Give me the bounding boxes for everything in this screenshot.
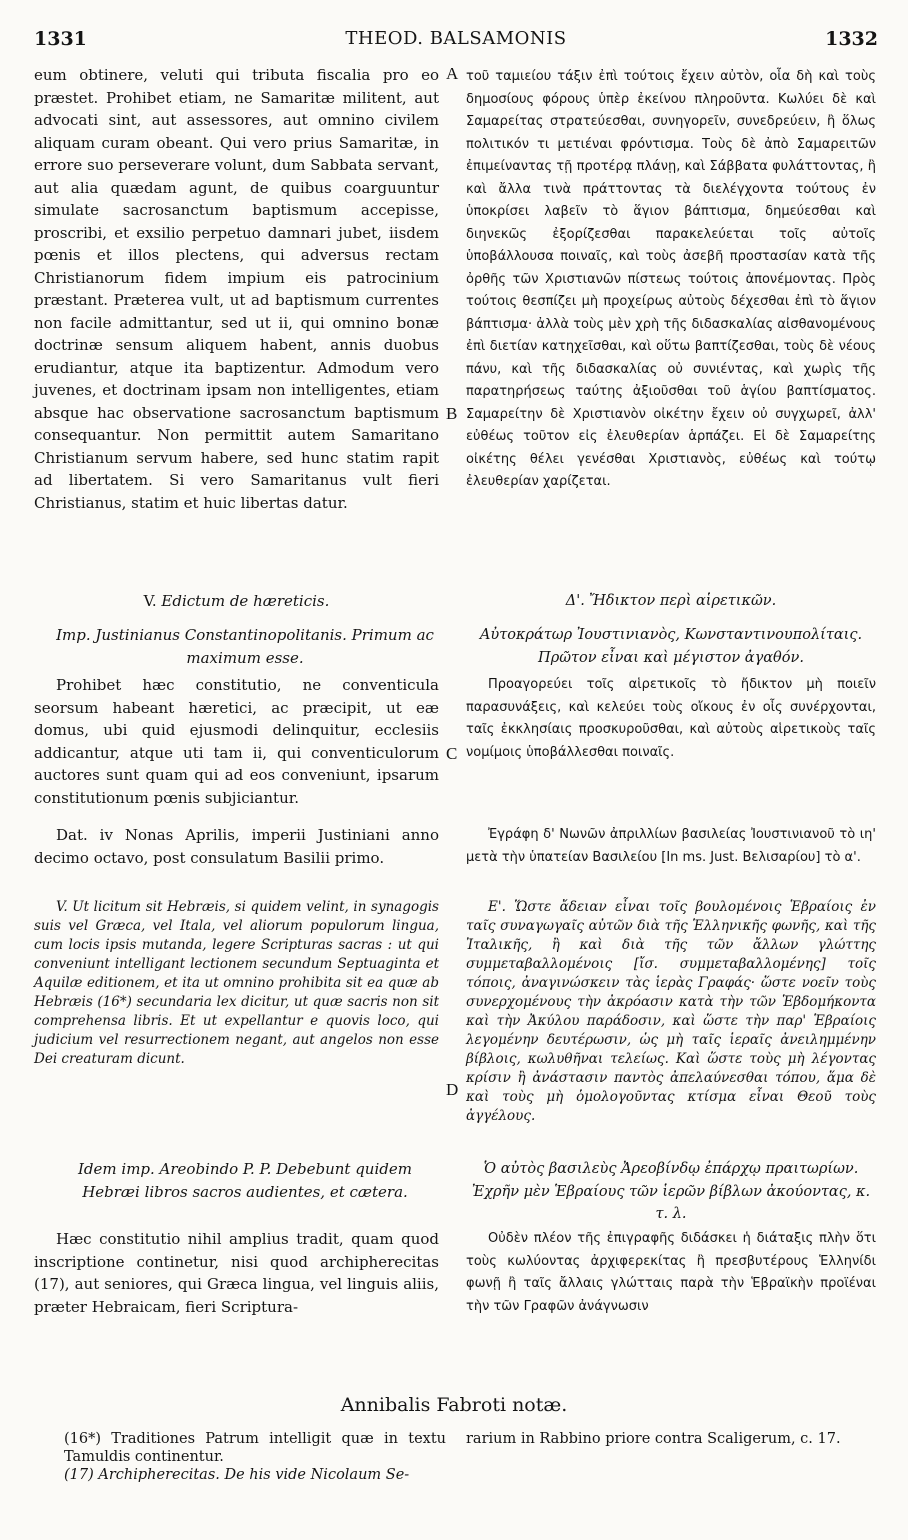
greek-date-line: Ἐγράφη δ' Νωνῶν ἀπριλλίων βασιλείας Ἰουστινιανοῦ τὸ ιη' μετὰ τὴν ὑπατείαν Βασιλείου [In ms. Just. Βελισαρίου] τὸ α'. [466, 827, 876, 865]
greek-rubric-hebrews [466, 898, 876, 1126]
greek-section-number: Δ'. [565, 593, 585, 609]
greek-paragraph-archipherecitae: Οὐδὲν πλέον τῆς ἐπιγραφῆς διδάσκει ἡ διάταξις πλὴν ὅτι τοὺς κωλύοντας ἀρχιφερεκίτας ἢ πρεσβυτέρους Ἑλληνίδι φωνῇ ἢ ταῖς ἄλλαις γλώτταις παρὰ τὴν Ἑβραϊκὴν προϊέναι τὴν τῶν Γραφῶν ἀνάγνωσιν [466, 1231, 876, 1314]
footnote-17-text: (17) Archipherecitas. De his vide Nicolaum Se- [64, 1467, 410, 1483]
latin-paragraph-samaritans: eum obtinere, veluti qui tributa fiscalia pro eo præstet. Prohibet etiam, ne Samaritæ militent, aut advocati sint, aut assessores, aut omnino civilem aliquam curam obeant. Qui vero prius Samaritæ, in errore suo perseverare volunt, dum Sabbata servant, aut alia quædam agunt, de quibus coarguuntur simulate sacrosanctum baptismum accepisse, proscribi, et exsilio perpetuo damnari jubet, iisdem pœnis et illos plectens, qui adversus rectam Christianorum fidem impium eis patrocinium præstant. Præterea vult, ut ad baptismum currentes non facile admittantur, sed ut ii, qui omnino bonæ doctrinæ sensum aliquem habent, annis duobus erudiantur, atque ita baptizentur. Admodum vero juvenes, et doctrinam ipsam non intelligentes, etiam absque hac observatione sacrosanctum baptismum consequantur. Non permittit autem Samaritano Christianum servum habere, sed hunc statim rapit ad libertatem. Si vero Samaritanus vult fieri Christianus, statim et huic libertas datur. [34, 66, 439, 512]
latin-rubric-hebrews [34, 898, 439, 1069]
latin-section-number: V. [143, 592, 157, 610]
footnote-16 [64, 1430, 446, 1484]
running-title: THEOD. BALSAMONIS [345, 28, 567, 49]
latin-rubric-text: Ut licitum sit Hebræis, si quidem velint, in synagogis suis vel Græca, vel Itala, vel aliorum populorum lingua, cum locis ipsis mutanda, legere Scripturas sacras : ut qui conveniunt intelligant lectionem secundum Septuaginta et Aquilæ editionem, et ita ut omnino prohibita sit ea quæ ab Hebræis (16*) secundaria lex dicitur, ut quæ sacris non sit comprehensa libris. Et ut expellantur e quovis loco, qui judicium vel resurrectionem negant, aut angelos non esse Dei creaturam dicunt. [34, 899, 439, 1067]
margin-letter-d: D [446, 1080, 459, 1099]
latin-paragraph-heretics: Prohibet hæc constitutio, ne conventicula seorsum habeant hæretici, ac præcipit, ut eæ domus, ubi quid ejusmodi delinquitur, ecclesiis addicantur, atque uti tam ii, qui conventiculorum auctores sunt quam qui ad eos conveniunt, ipsarum constitutionum pœnis subjiciantur. [34, 676, 439, 807]
greek-section-title: Ἤδικτον περὶ αἱρετικῶν. [588, 593, 777, 609]
latin-paragraph-archipherecitae: Hæc constitutio nihil amplius tradit, quam quod inscriptione continetur, nisi quod archipherecitas (17), aut seniores, qui Græca lingua, vel linguis aliis, præter Hebraicam, fieri Scriptura- [34, 1230, 439, 1316]
greek-section-heading [466, 590, 876, 614]
margin-letter-c: C [446, 744, 458, 763]
running-header [34, 28, 878, 54]
latin-section-heading [34, 590, 439, 613]
greek-paragraph-samaritans: τοῦ ταμιείου τάξιν ἐπὶ τούτοις ἔχειν αὐτὸν, οἷα δὴ καὶ τοὺς δημοσίους φόρους ὑπὲρ ἐκείνου πληροῦντα. Κωλύει δὲ καὶ Σαμαρείτας στρατεύεσθαι, συνηγορεῖν, συνεδρεύειν, ἢ ὅλως πολιτικόν τι μετιέναι φρόντισμα. Τοὺς δὲ ἀπὸ Σαμαρειτῶν ἐπιμείναντας τῇ προτέρᾳ πλάνῃ, καὶ Σάββατα φυλάττοντας, ἢ καὶ ἄλλα τινὰ πράττοντας τὰ διελέγχοντα τούτους ἐν ὑποκρίσει λαβεῖν τὸ ἅγιον βάπτισμα, δημεύεσθαι καὶ διηνεκῶς ἐξορίζεσθαι παρακελεύεται τοῖς αὐτοῖς ὑποβάλλουσα ποιναῖς, καὶ τοὺς ἀσεβῆ προστασίαν κατὰ τῆς ὀρθῆς τῶν Χριστιανῶν πίστεως τούτοις ἀπονέμοντας. Πρὸς τούτοις θεσπίζει μὴ προχείρως αὐτοὺς δέχεσθαι ἐπὶ τὸ ἅγιον βάπτισμα· ἀλλὰ τοὺς μὲν χρὴ τῆς διδασκαλίας αἰσθανομένους ἐπὶ διετίαν κατηχεῖσθαι, καὶ οὕτω βαπτίζεσθαι, τοὺς δὲ νέους πάνυ, καὶ τῆς διδασκαλίας οὐ συνιέντας, καὶ χωρὶς τῆς παρατηρήσεως ταύτης ἀξιοῦσθαι τοῦ ἁγίου βαπτίσματος. Σαμαρείτην δὲ Χριστιανὸν οἰκέτην ἔχειν οὐ συγχωρεῖ, ἀλλ' εὐθέως τοῦτον εἰς ἐλευθερίαν ἁρπάζει. Εἰ δὲ Σαμαρείτης οἰκέτης θέλει γενέσθαι Χριστιανὸς, εὐθέως καὶ τούτῳ ἐλευθερίαν χαρίζεται. [466, 69, 876, 489]
latin-section-title: Edictum de hæreticis. [161, 592, 330, 610]
latin-date-line: Dat. iv Nonas Aprilis, imperii Justiniani anno decimo octavo, post consulatum Basilii primo. [34, 826, 439, 867]
latin-edict-inscription: Imp. Justinianus Constantinopolitanis. Primum ac maximum esse. [56, 626, 434, 667]
greek-areobindus-inscription: Ὁ αὐτὸς βασιλεὺς Ἀρεοβίνδῳ ἐπάρχῳ πραιτωρίων. Ἐχρῆν μὲν Ἑβραίους τῶν ἱερῶν βίβλων ἀκούοντας, κ. τ. λ. [471, 1161, 871, 1222]
greek-rubric-number: Ε'. [488, 899, 506, 915]
greek-rubric-text: Ὥστε ἄδειαν εἶναι τοῖς βουλομένοις Ἑβραίοις ἐν ταῖς συναγωγαῖς αὐτῶν διὰ τῆς Ἑλληνικῆς φωνῆς, καὶ τῆς Ἰταλικῆς, ἢ καὶ διὰ τῆς τῶν ἄλλων γλώττης συμμεταβαλλομένοις [ἴσ. συμμεταβαλλομένης] τοῖς τόποις, ἀναγινώσκειν τὰς ἱερὰς Γραφάς· ὥστε νοεῖν τοὺς συνερχομένους τὴν ἀκρόασιν κατὰ τὴν τῶν Ἑβδομήκοντα καὶ τὴν Ἀκύλου παράδοσιν, καὶ ὥστε τὴν παρ' Ἑβραίοις λεγομένην δευτέρωσιν, ὡς μὴ ταῖς ἱεραῖς ἀνειλημμένην βίβλοις, κωλυθῆναι τελείως. Καὶ ὥστε τοὺς μὴ λέγοντας κρίσιν ἢ ἀνάστασιν παντὸς ἀπελαύνεσθαι τόπου, ἅμα δὲ καὶ τοὺς μὴ ὁμολογοῦντας κτίσμα εἶναι Θεοῦ τοὺς ἀγγέλους. [466, 899, 876, 1124]
latin-areobindus-inscription: Idem imp. Areobindo P. P. Debebunt quidem Hebræi libros sacros audientes, et cætera. [78, 1160, 412, 1201]
margin-letter-b: B [446, 404, 458, 423]
footnote-16-text: (16*) Traditiones Patrum intelligit quæ in textu Tamuldis continentur. [64, 1431, 446, 1465]
page-number-right: 1332 [825, 28, 878, 50]
greek-paragraph-heretics: Προαγορεύει τοῖς αἱρετικοῖς τὸ ἤδικτον μὴ ποιεῖν παρασυνάξεις, καὶ κελεύει τοὺς οἴκους ἐν οἷς συνέρχονται, ταῖς ἐκκλησίαις προσκυροῦσθαι, καὶ αὐτοὺς αἱρετικοὺς ταῖς νομίμοις ὑποβάλλεσθαι ποιναῖς. [466, 677, 876, 760]
latin-rubric-number: V. [56, 899, 68, 915]
page-number-left: 1331 [34, 28, 87, 50]
footnote-continuation: rarium in Rabbino priore contra Scaligerum, c. 17. [466, 1431, 841, 1447]
notes-heading: Annibalis Fabroti notæ. [340, 1394, 568, 1416]
margin-letter-a: A [446, 64, 459, 83]
greek-edict-inscription: Αὐτοκράτωρ Ἰουστινιανὸς, Κωνσταντινουπολίταις. Πρῶτον εἶναι καὶ μέγιστον ἀγαθόν. [479, 627, 863, 666]
